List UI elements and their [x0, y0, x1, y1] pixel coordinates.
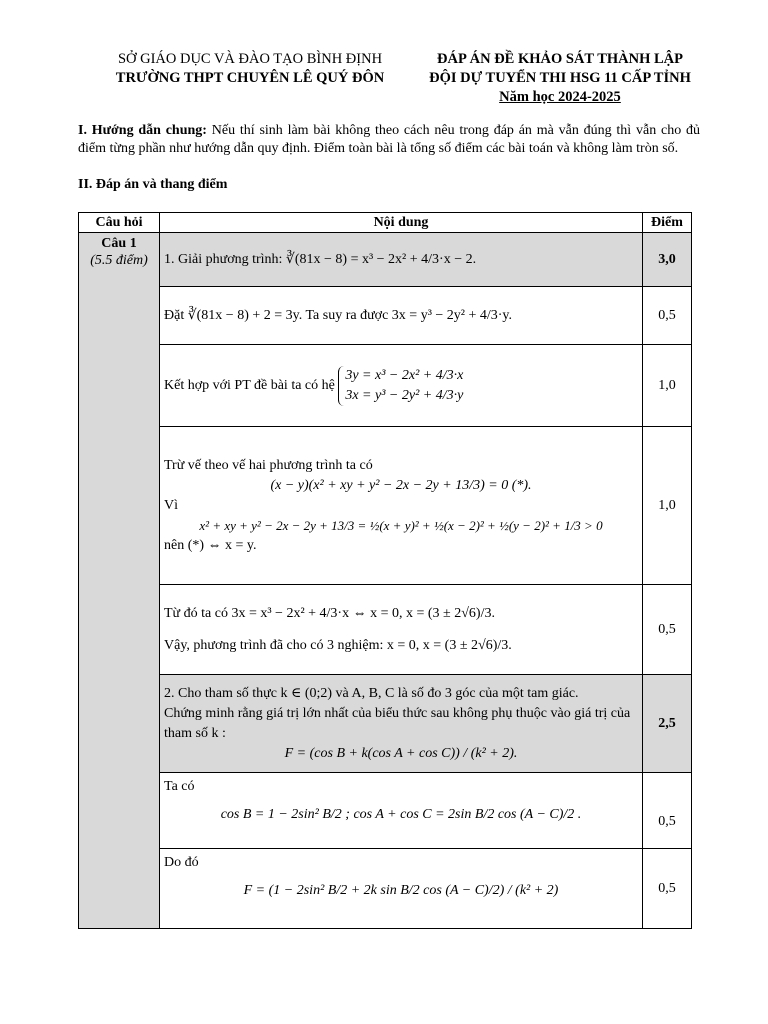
header-left — [100, 50, 400, 88]
therefore-equation: F = (1 − 2sin² B/2 + 2k sin B/2 cos (A − C)/2) / (k² + 2) — [243, 883, 559, 898]
because-text: Vì — [164, 497, 178, 513]
system-eq-1: 3y = x³ − 2x² + 4/3·x — [345, 367, 464, 383]
problem-2-line2: Chứng minh rằng giá trị lớn nhất của biểu thức sau không phụ thuộc vào giá trị của tham số k : — [164, 705, 631, 741]
table-row — [79, 849, 692, 929]
question-cell — [79, 233, 160, 929]
score-cell: 1,0 — [643, 427, 692, 585]
solve-text: Từ đó ta có 3x = x³ − 2x² + 4/3·x ⇔ x = 0, x = (3 ± 2√6)/3. — [164, 605, 495, 621]
table-header-row — [79, 213, 692, 233]
problem-2-line1: 2. Cho tham số thực k ∈ (0;2) và A, B, C là số đo 3 góc của một tam giác. — [164, 685, 579, 701]
system-eq-2: 3x = y³ − 2y² + 4/3·y — [345, 387, 464, 403]
guidance-heading: I. Hướng dẫn chung: — [78, 123, 207, 138]
identities-intro: Ta có — [164, 779, 195, 794]
table-row — [79, 345, 692, 427]
identities-equation: cos B = 1 − 2sin² B/2 ; cos A + cos C = 2sin B/2 cos (A − C)/2 . — [220, 807, 582, 822]
guidance-text: Nếu thí sinh làm bài không theo cách nêu trong đáp án mà vẫn đúng thì vẫn cho đủ điểm từng phần như hướng dẫn quy định. Điểm toàn bài là tổng số điểm các bài toán và không làm tròn số. — [78, 123, 700, 156]
positivity-equation: x² + xy + y² − 2x − 2y + 13/3 = ½(x + y)² + ½(x − 2)² + ½(y − 2)² + 1/3 > 0 — [199, 517, 603, 533]
table-row — [79, 675, 692, 773]
table-row — [79, 773, 692, 849]
table-row — [79, 233, 692, 287]
answer-text: Vậy, phương trình đã cho có 3 nghiệm: x = 0, x = (3 ± 2√6)/3. — [164, 637, 512, 653]
step-system — [160, 345, 643, 427]
header-content: Nội dung — [160, 213, 643, 233]
document-title-line1: ĐÁP ÁN ĐỀ KHẢO SÁT THÀNH LẬP — [437, 51, 683, 67]
answer-table — [78, 212, 692, 929]
score-cell: 1,0 — [643, 345, 692, 427]
therefore-intro: Do đó — [164, 855, 199, 870]
score-cell: 0,5 — [643, 849, 692, 929]
step-solutions — [160, 585, 643, 675]
step-therefore — [160, 849, 643, 929]
header-question: Câu hỏi — [79, 213, 160, 233]
problem-1-statement: 1. Giải phương trình: ∛(81x − 8) = x³ − 2x² + 4/3·x − 2. — [160, 233, 643, 287]
step-identities — [160, 773, 643, 849]
question-points: (5.5 điểm) — [90, 253, 148, 268]
subtract-text: Trừ vế theo vế hai phương trình ta có — [164, 457, 373, 473]
problem-2-formula: F = (cos B + k(cos A + cos C)) / (k² + 2). — [284, 745, 518, 761]
score-cell: 0,5 — [643, 585, 692, 675]
score-cell: 0,5 — [643, 287, 692, 345]
general-guidance — [78, 122, 700, 158]
conclusion-text: nên (*) ⇔ x = y. — [164, 537, 257, 553]
step-substitution: Đặt ∛(81x − 8) + 2 = 3y. Ta suy ra được 3x = y³ − 2y² + 4/3·y. — [160, 287, 643, 345]
table-row — [79, 427, 692, 585]
score-cell: 2,5 — [643, 675, 692, 773]
problem-2-statement — [160, 675, 643, 773]
step-subtract — [160, 427, 643, 585]
school-name: TRƯỜNG THPT CHUYÊN LÊ QUÝ ĐÔN — [115, 70, 385, 86]
question-label: Câu 1 — [101, 236, 137, 251]
subtract-equation: (x − y)(x² + xy + y² − 2x − 2y + 13/3) = 0 (*). — [270, 477, 532, 493]
score-cell: 0,5 — [643, 773, 692, 849]
system-intro: Kết hợp với PT đề bài ta có hệ — [164, 377, 335, 393]
school-year: Năm học 2024-2025 — [499, 89, 621, 105]
equation-system — [338, 366, 463, 406]
department-name: SỞ GIÁO DỤC VÀ ĐÀO TẠO BÌNH ĐỊNH — [117, 51, 383, 67]
header-score: Điểm — [643, 213, 692, 233]
header-right — [410, 50, 710, 107]
table-row — [79, 585, 692, 675]
document-title-line2: ĐỘI DỰ TUYỂN THI HSG 11 CẤP TỈNH — [429, 70, 691, 86]
section-heading: II. Đáp án và thang điểm — [78, 177, 228, 192]
score-cell: 3,0 — [643, 233, 692, 287]
table-row — [79, 287, 692, 345]
